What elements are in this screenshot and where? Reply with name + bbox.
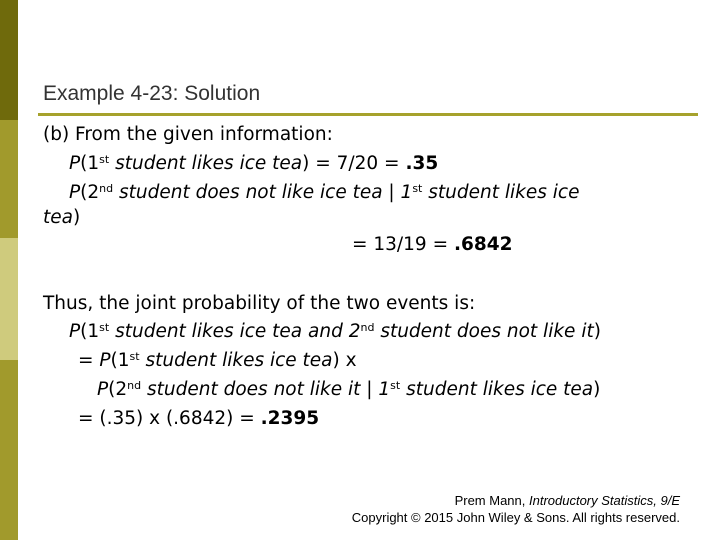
line-prob-first-likes: P(1st student likes ice tea) = 7/20 = .35 <box>69 153 439 174</box>
accent-bar-segment <box>0 360 18 540</box>
accent-bar-segment <box>0 120 18 238</box>
line-joint-prob: P(1st student likes ice tea and 2nd student does not like it) <box>69 321 601 342</box>
left-accent-bar <box>0 0 18 540</box>
footer-credit <box>352 492 680 526</box>
line-conditional-prob: P(2nd student does not like ice tea | 1st student likes ice <box>69 182 580 203</box>
slide-title: Example 4-23: Solution <box>43 82 261 105</box>
line-joint-result: = (.35) x (.6842) = .2395 <box>78 408 320 429</box>
line-joint-expand-1: = P(1st student likes ice tea) x <box>78 350 357 371</box>
accent-bar-segment <box>0 0 18 120</box>
line-given-info: (b) From the given information: <box>43 124 333 145</box>
line-conditional-value: = 13/19 = .6842 <box>352 234 513 255</box>
footer-copyright: Copyright © 2015 John Wiley & Sons. All rights reserved. <box>351 510 680 525</box>
accent-bar-segment <box>0 238 18 360</box>
title-underline <box>38 113 698 116</box>
line-joint-expand-2: P(2nd student does not like it | 1st student likes ice tea) <box>97 379 601 400</box>
line-joint-intro: Thus, the joint probability of the two events is: <box>43 293 476 314</box>
footer-author-line: Prem Mann, Introductory Statistics, 9/E <box>454 493 680 508</box>
line-conditional-prob-cont: tea) <box>43 207 81 228</box>
